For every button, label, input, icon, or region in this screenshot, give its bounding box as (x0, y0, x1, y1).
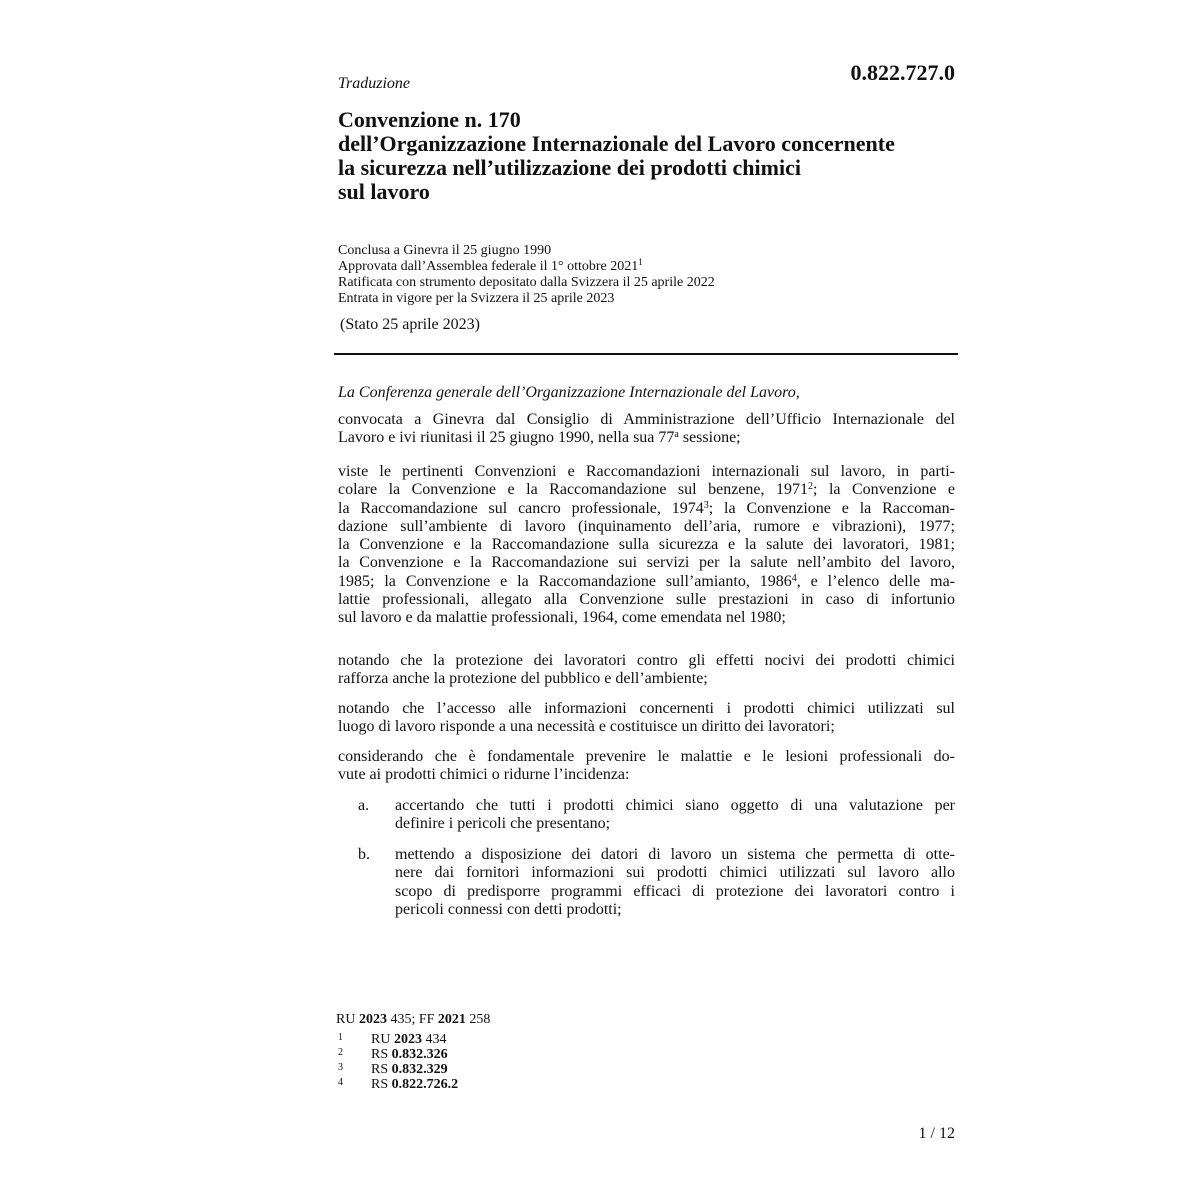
ref-year: 2023 (358, 1012, 387, 1027)
text-segment: sessione; (678, 429, 741, 447)
text-line: la Convenzione e la Raccomandazione sulla sicurezza e la salute dei lavoratori, 1981; (338, 536, 955, 554)
footnote-text (371, 1077, 458, 1092)
footnote-marker: 1 (638, 257, 643, 267)
text-line (338, 429, 955, 447)
footnote-bold: 2023 (393, 1032, 422, 1047)
document-status: (Stato 25 aprile 2023) (340, 316, 480, 333)
text-line: scopo di predisporre programmi efficaci di protezione dei lavoratori contro i (395, 882, 955, 900)
text-line: definire i pericoli che presentano; (395, 815, 611, 833)
footnote-bold: 0.832.326 (391, 1047, 448, 1062)
text-segment: colare la Convenzione e la Raccomandazione sul benzene, 1971 (338, 481, 809, 499)
text-line: notando che la protezione dei lavoratori contro gli effetti nocivi dei prodotti chimici (338, 652, 955, 669)
title-line: dell’Organizzazione Internazionale del Lavoro concernente (338, 131, 895, 156)
text-line: dazione sull’ambiente di lavoro (inquinamento dell’aria, rumore e vibrazioni), 1977; (338, 517, 955, 535)
official-publication-reference (336, 1012, 490, 1028)
list-item (395, 846, 955, 919)
text-line: pericoli connessi con detti prodotti; (395, 900, 622, 918)
text-line (338, 500, 955, 518)
footnote-text (371, 1062, 448, 1077)
title-line: la sicurezza nell’utilizzazione dei prodotti chimici (338, 155, 801, 180)
list-item-letter: b. (358, 846, 370, 863)
ref-text: RU (336, 1012, 359, 1027)
ref-year: 2021 (437, 1012, 466, 1027)
text-segment: ; la Convenzione e (813, 481, 956, 499)
list-item (395, 797, 955, 834)
meta-approved-text: Approvata dall’Assemblea federale il 1° ottobre 2021 (338, 259, 639, 274)
meta-concluded: Conclusa a Ginevra il 25 giugno 1990 (338, 243, 552, 258)
text-line: considerando che è fondamentale prevenire le malattie e le lesioni professionali do- (338, 748, 955, 765)
document-metadata (338, 243, 715, 307)
text-line (338, 573, 955, 591)
footnote-prefix: RS (371, 1047, 392, 1062)
list-item-letter: a. (358, 797, 370, 814)
footnote-marker: 4 (791, 572, 797, 584)
text-segment: la Raccomandazione sul cancro professionale, 1974 (338, 499, 704, 517)
text-line: nere dai fornitori informazioni sui prodotti chimici utilizzati sul lavoro allo (395, 864, 955, 882)
footnote-prefix: RS (371, 1062, 392, 1077)
preamble-paragraph-prevention (338, 748, 955, 785)
superscript: a (674, 429, 679, 441)
footnote-text (371, 1047, 448, 1062)
text-segment: , e l’elenco delle ma- (796, 572, 955, 590)
text-line: rafforza anche la protezione del pubblico e dell’ambiente; (338, 670, 708, 688)
footnote-number: 4 (338, 1077, 343, 1088)
text-line: accertando che tutti i prodotti chimici siano oggetto di una valutazione per (395, 797, 955, 814)
footnote-bold: 0.822.726.2 (391, 1077, 459, 1092)
text-segment: Lavoro e ivi riunitasi il 25 giugno 1990, nella sua 77 (338, 429, 675, 447)
text-line: vute ai prodotti chimici o ridurne l’incidenza: (338, 766, 630, 784)
text-segment: 1985; la Convenzione e la Raccomandazione sull’amianto, 1986 (338, 572, 792, 590)
text-line: viste le pertinenti Convenzioni e Raccomandazioni internazionali sul lavoro, in parti- (338, 463, 955, 480)
footnote-number: 2 (338, 1047, 343, 1058)
meta-ratified: Ratificata con strumento depositato dalla Svizzera il 25 aprile 2022 (338, 275, 715, 290)
ref-text: 258 (465, 1012, 491, 1027)
text-line: convocata a Ginevra dal Consiglio di Amministrazione dell’Ufficio Internazionale del (338, 411, 955, 428)
title-line: Convenzione n. 170 (338, 107, 521, 132)
text-line: mettendo a disposizione dei datori di lavoro un sistema che permetta di otte- (395, 846, 955, 863)
header-divider (334, 353, 958, 355)
preamble-paragraph-convened (338, 411, 955, 448)
ref-text: 435; FF (386, 1012, 438, 1027)
footnote-marker: 2 (808, 481, 814, 493)
footnote-suffix: 434 (421, 1032, 447, 1047)
page-number: 1 / 12 (918, 1125, 955, 1142)
footnote-text (371, 1032, 446, 1047)
footnote-marker: 3 (703, 499, 709, 511)
translation-label: Traduzione (338, 75, 411, 92)
footnote-number: 3 (338, 1062, 343, 1073)
meta-approved (338, 259, 715, 275)
meta-in-force: Entrata in vigore per la Svizzera il 25 aprile 2023 (338, 291, 615, 306)
text-line (338, 481, 955, 499)
preamble-intro: La Conferenza generale dell’Organizzazione Internazionale del Lavoro, (338, 384, 800, 401)
text-line: notando che l’accesso alle informazioni concernenti i prodotti chimici utilizzati sul (338, 700, 955, 717)
preamble-paragraph-access (338, 700, 955, 737)
footnote-bold: 0.832.329 (391, 1062, 448, 1077)
text-line: luogo di lavoro risponde a una necessità e costituisce un diritto dei lavoratori; (338, 718, 835, 736)
text-line: lattie professionali, allegato alla Convenzione sulle prestazioni in caso di infortunio (338, 591, 955, 609)
footnote-prefix: RU (371, 1032, 394, 1047)
document-serial-number: 0.822.727.0 (850, 60, 955, 85)
text-segment: ; la Convenzione e la Raccoman- (708, 499, 955, 517)
preamble-paragraph-protection (338, 652, 955, 689)
preamble-paragraph-considering-conventions (338, 463, 955, 628)
document-title (338, 108, 978, 204)
footnote-number: 1 (338, 1032, 343, 1043)
text-line: sul lavoro e da malattie professionali, 1964, come emendata nel 1980; (338, 609, 786, 627)
title-line: sul lavoro (338, 179, 430, 204)
text-line: la Convenzione e la Raccomandazione sui servizi per la salute nell’ambito del lavoro, (338, 554, 955, 572)
footnote-prefix: RS (371, 1077, 392, 1092)
